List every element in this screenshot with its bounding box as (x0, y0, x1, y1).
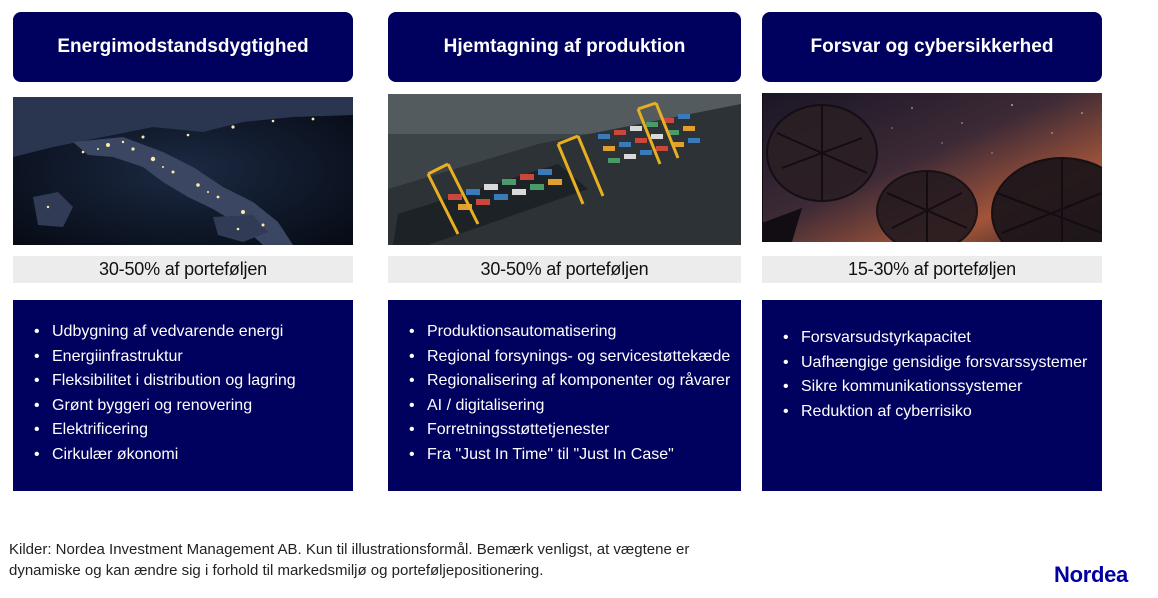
list-item: • Udbygning af vedvarende energi (34, 320, 345, 345)
bullet: • (409, 396, 415, 414)
bullet: • (409, 421, 415, 438)
list-item: • Energiinfrastruktur (34, 345, 345, 370)
theme-items-list (34, 320, 345, 467)
list-item: • Forretningsstøttetjenester (409, 418, 733, 443)
theme-header (762, 12, 1102, 82)
list-item: • Regional forsynings- og servicestøttekæde (409, 345, 733, 370)
theme-header (13, 12, 353, 82)
bullet: • (34, 323, 40, 340)
bullet: • (34, 347, 40, 365)
bullet: • (409, 323, 415, 340)
theme-header (388, 12, 741, 82)
source-footnote: Kilder: Nordea Investment Management AB. Kun til illustrationsformål. Bemærk venligst, at vægtene er dynamiske og kan ændre sig i forhold til markedsmiljø og porteføljepositionering. (9, 541, 690, 579)
portfolio-share-label: 15-30% af porteføljen (762, 256, 1102, 283)
bullet: • (783, 402, 789, 420)
list-item: • Produktionsautomatisering (409, 320, 733, 345)
theme-items-box (388, 300, 741, 491)
list-item: • Sikre kommunikationssystemer (783, 375, 1094, 400)
theme-items-list (783, 326, 1094, 424)
list-item: • Reduktion af cyberrisiko (783, 400, 1094, 425)
bullet: • (34, 421, 40, 438)
list-item: • Fra "Just In Time" til "Just In Case" (409, 443, 733, 468)
italy-night-satellite-image (13, 97, 353, 245)
portfolio-share-label: 30-50% af porteføljen (13, 256, 353, 283)
nordea-logo: Nordea (1054, 562, 1128, 587)
bullet: • (409, 372, 415, 389)
bullet: • (409, 347, 415, 365)
list-item: • Elektrificering (34, 418, 345, 443)
bullet: • (34, 396, 40, 414)
bullet: • (783, 353, 789, 371)
bullet: • (34, 372, 40, 389)
theme-items-list (409, 320, 733, 467)
theme-items-box (13, 300, 353, 491)
theme-title: Energimodstandsdygtighed (57, 36, 309, 57)
list-item: • Uafhængige gensidige forsvarssystemer (783, 351, 1094, 376)
list-item: • Grønt byggeri og renovering (34, 394, 345, 419)
theme-items-box (762, 300, 1102, 491)
bullet: • (34, 445, 40, 463)
portfolio-share-label: 30-50% af porteføljen (388, 256, 741, 283)
bullet: • (409, 445, 415, 463)
container-port-aerial-image (388, 94, 741, 245)
bullet: • (783, 329, 789, 346)
list-item: • AI / digitalisering (409, 394, 733, 419)
theme-title: Forsvar og cybersikkerhed (810, 36, 1054, 57)
list-item: • Cirkulær økonomi (34, 443, 345, 468)
list-item: • Fleksibilitet i distribution og lagring (34, 369, 345, 394)
list-item: • Regionalisering af komponenter og råvarer (409, 369, 733, 394)
theme-title: Hjemtagning af produktion (443, 36, 686, 57)
list-item: • Forsvarsudstyrkapacitet (783, 326, 1094, 351)
satellite-dish-night-image (762, 93, 1102, 242)
bullet: • (783, 378, 789, 395)
